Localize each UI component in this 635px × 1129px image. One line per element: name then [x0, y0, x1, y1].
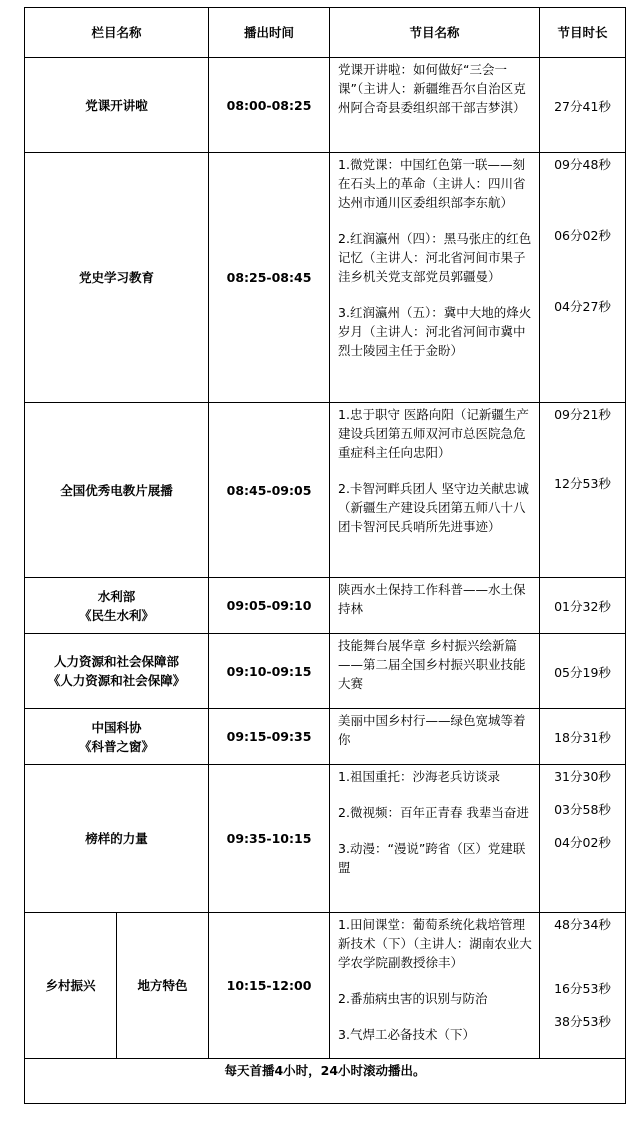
column-program-title: 《科普之窗》 [79, 738, 155, 754]
program-duration: 16分53秒 [554, 981, 611, 996]
program-title: 3.红润瀛州（五）：冀中大地的烽火岁月（主讲人：河北省河间市冀中烈士陵园主任于金盼） [338, 305, 532, 358]
program-title: 1.微党课：中国红色第一联——刻在石头上的革命（主讲人：四川省达州市通川区委组织部李东航） [338, 157, 526, 210]
program-duration: 09分48秒 [554, 157, 611, 172]
column-name: 中国科协 [91, 719, 142, 735]
program-duration: 48分34秒 [554, 917, 611, 932]
table-row [25, 634, 626, 709]
program-title: 1.田间课堂：葡萄系统化栽培管理新技术（下）（主讲人：湖南农业大学农学院副教授徐丰） [338, 917, 532, 970]
program-title: 美丽中国乡村行——绿色宽城等着你 [338, 713, 526, 747]
column-name: 人力资源和社会保障部 [54, 654, 180, 669]
program-title: 技能舞台展华章 乡村振兴绘新篇——第二届全国乡村振兴职业技能大赛 [338, 638, 526, 691]
program-title: 1.忠于职守 医路向阳（记新疆生产建设兵团第五师双河市总医院急危重症科主任向忠阳） [338, 407, 529, 460]
program-duration: 06分02秒 [554, 228, 611, 243]
column-program-title: 《民生水利》 [79, 607, 155, 623]
program-duration: 03分58秒 [554, 802, 611, 817]
table-row [25, 913, 626, 1059]
table-row [25, 153, 626, 403]
broadcast-time: 08:00-08:25 [209, 58, 330, 153]
program-title: 3.动漫：“漫说”跨省（区）党建联盟 [338, 841, 526, 875]
program-title: 1.祖国重托：沙海老兵访谈录 [338, 769, 500, 784]
broadcast-time: 09:05-09:10 [209, 578, 330, 634]
column-name: 乡村振兴 [25, 913, 117, 1059]
program-title: 2.卡智河畔兵团人 坚守边关献忠诚（新疆生产建设兵团第五师八十八团卡智河民兵哨所先进事迹） [338, 481, 529, 534]
broadcast-time: 09:35-10:15 [209, 765, 330, 913]
table-row [25, 709, 626, 765]
program-title: 2.红润瀛州（四）：黑马张庄的红色记忆（主讲人：河北省河间市果子洼乡机关党支部党员郭疆曼） [338, 231, 532, 284]
table-row [25, 578, 626, 634]
subcolumn-name: 地方特色 [117, 913, 209, 1059]
table-row [25, 403, 626, 578]
program-duration: 05分19秒 [554, 664, 611, 680]
footer-note: 每天首播4小时，24小时滚动播出。 [25, 1059, 626, 1104]
header-column-name: 栏目名称 [25, 8, 209, 58]
header-row [25, 8, 626, 58]
broadcast-time: 09:15-09:35 [209, 709, 330, 765]
broadcast-time: 09:10-09:15 [209, 634, 330, 709]
program-duration: 12分53秒 [554, 476, 611, 491]
column-name: 党史学习教育 [25, 153, 209, 403]
table-row [25, 58, 626, 153]
program-duration: 31分30秒 [554, 769, 611, 784]
broadcast-time: 08:25-08:45 [209, 153, 330, 403]
program-title: 2.微视频：百年正青春 我辈当奋进 [338, 805, 529, 820]
program-title: 2.番茄病虫害的识别与防治 [338, 991, 488, 1006]
program-duration: 04分02秒 [554, 835, 611, 850]
column-program-title: 《人力资源和社会保障》 [47, 673, 186, 688]
program-duration: 04分27秒 [554, 299, 611, 314]
column-name: 党课开讲啦 [25, 58, 209, 153]
program-duration: 38分53秒 [554, 1014, 611, 1029]
program-title: 3.气焊工必备技术（下） [338, 1027, 475, 1042]
program-duration: 27分41秒 [554, 98, 611, 114]
footer-row [25, 1059, 626, 1104]
program-duration: 18分31秒 [554, 730, 611, 745]
program-title: 党课开讲啦：如何做好“三会一课”（主讲人：新疆维吾尔自治区克州阿合奇县委组织部干部吉梦淇） [338, 62, 526, 115]
program-duration: 09分21秒 [554, 407, 611, 422]
program-duration: 01分32秒 [554, 599, 611, 614]
header-duration: 节目时长 [540, 8, 626, 58]
column-name: 水利部 [97, 588, 136, 604]
broadcast-time: 10:15-12:00 [209, 913, 330, 1059]
header-broadcast-time: 播出时间 [209, 8, 330, 58]
schedule-table [24, 7, 626, 1104]
table-row [25, 765, 626, 913]
column-name: 榜样的力量 [25, 765, 209, 913]
broadcast-time: 08:45-09:05 [209, 403, 330, 578]
program-title: 陕西水土保持工作科普——水土保持林 [338, 582, 526, 616]
column-name: 全国优秀电教片展播 [25, 403, 209, 578]
header-program-name: 节目名称 [330, 8, 540, 58]
